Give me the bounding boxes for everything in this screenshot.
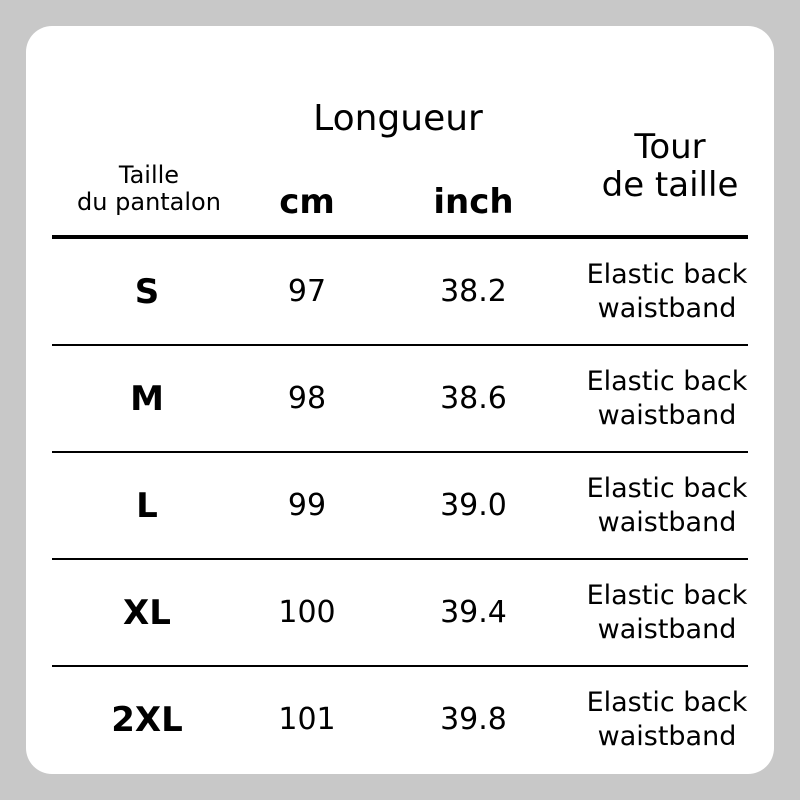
table-row: [52, 453, 748, 560]
cell-cm: 101: [278, 702, 336, 737]
table-row: [52, 239, 748, 346]
cell-inch: 38.6: [440, 381, 507, 416]
table-row: [52, 667, 748, 772]
header-size-line2: du pantalon: [77, 187, 221, 216]
cell-waist-line1: Elastic back: [586, 258, 748, 290]
cell-inch: 38.2: [440, 274, 507, 309]
cell-cm: 98: [287, 381, 327, 416]
cell-waist-line1: Elastic back: [586, 472, 748, 504]
table-header: [52, 50, 748, 235]
header-waist-line2: de taille: [601, 165, 739, 206]
cell-cm: 97: [287, 274, 327, 309]
cell-waist: [557, 239, 774, 344]
cell-inch: 39.4: [440, 595, 507, 630]
header-inch: inch: [433, 182, 514, 222]
cell-inch: 39.8: [440, 702, 507, 737]
cell-size: S: [134, 271, 160, 312]
header-waist-line1: Tour: [634, 127, 706, 167]
cell-waist-line1: Elastic back: [586, 365, 748, 397]
cell-waist-line1: Elastic back: [586, 686, 748, 718]
table-row: [52, 560, 748, 667]
cell-cm: 100: [278, 595, 336, 630]
cell-waist-line2: waistband: [597, 613, 737, 645]
cell-size: M: [130, 378, 164, 419]
cell-waist: [557, 453, 774, 558]
header-waist: [560, 128, 774, 204]
cell-waist-line1: Elastic back: [586, 579, 748, 611]
cell-waist: [557, 667, 774, 772]
cell-inch: 39.0: [440, 488, 507, 523]
cell-waist: [557, 346, 774, 451]
header-cm: cm: [279, 182, 335, 222]
table-row: [52, 346, 748, 453]
size-chart-table: [52, 50, 748, 235]
header-size-label: [56, 162, 242, 216]
cell-waist-line2: waistband: [597, 399, 737, 431]
header-size-line1: Taille: [118, 161, 180, 189]
header-length-group: Longueur: [313, 98, 483, 139]
cell-size: L: [136, 485, 158, 526]
cell-waist: [557, 560, 774, 665]
cell-size: 2XL: [111, 699, 183, 740]
cell-cm: 99: [287, 488, 327, 523]
cell-size: XL: [123, 592, 171, 633]
cell-waist-line2: waistband: [597, 292, 737, 324]
table-body: [52, 239, 748, 772]
size-chart-card: [26, 26, 774, 774]
cell-waist-line2: waistband: [597, 720, 737, 752]
cell-waist-line2: waistband: [597, 506, 737, 538]
